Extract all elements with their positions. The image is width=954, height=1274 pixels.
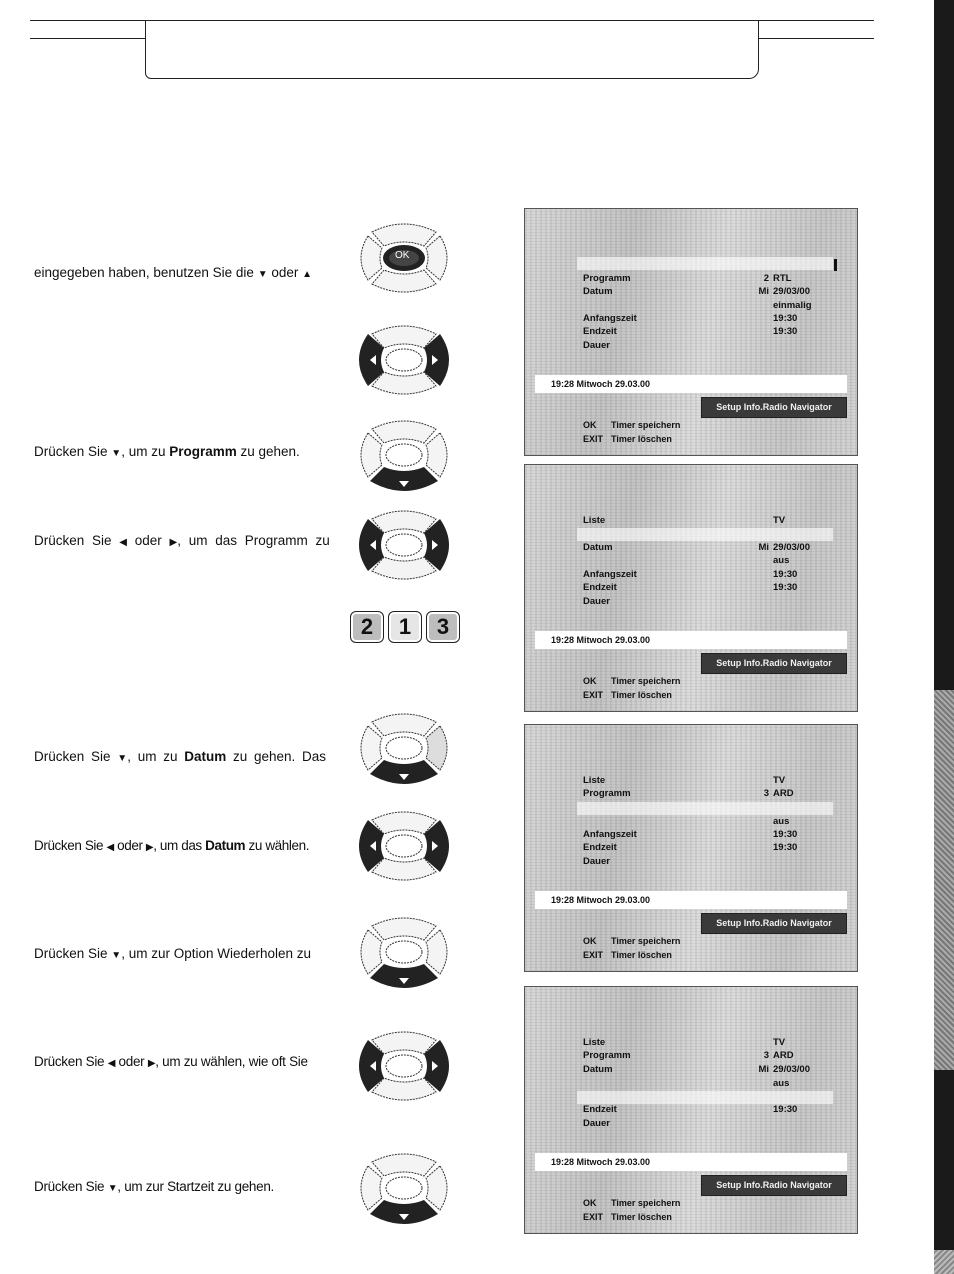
left-right-pad-icon bbox=[354, 806, 454, 886]
up-arrow-icon: ▲ bbox=[302, 269, 313, 280]
menu-row: Endzeit 19:30 bbox=[583, 842, 798, 853]
menu-row: Endzeit 19:30 bbox=[583, 326, 798, 337]
nav-bar: Setup Info.Radio Navigator bbox=[701, 397, 847, 418]
down-arrow-icon: ▼ bbox=[117, 753, 128, 764]
header-left-rule bbox=[30, 38, 146, 39]
menu-row: Anfangszeit 19:30 bbox=[583, 569, 798, 580]
down-arrow-icon: ▼ bbox=[107, 1183, 118, 1194]
instruction-1: eingegeben haben, benutzen Sie die ▼ oder ▲ bbox=[34, 265, 313, 280]
number-key: 3 bbox=[426, 611, 460, 643]
status-bar: 19:28 Mitwoch 29.03.00 bbox=[535, 891, 847, 909]
menu-row: aus bbox=[773, 1078, 790, 1089]
menu-row: Endzeit 19:30 bbox=[583, 582, 798, 593]
status-bar: 19:28 Mitwoch 29.03.00 bbox=[535, 631, 847, 649]
remote-down-pad bbox=[354, 415, 454, 495]
menu-row: Dauer bbox=[583, 856, 610, 867]
down-pad-icon bbox=[354, 708, 454, 788]
menu-row bbox=[583, 528, 833, 541]
down-pad-icon bbox=[354, 1148, 454, 1228]
header-box bbox=[145, 20, 759, 79]
menu-row bbox=[583, 1091, 833, 1104]
side-tab-texture-bottom bbox=[934, 1250, 954, 1274]
ok-key-label: OK bbox=[395, 250, 410, 261]
menu-row: Liste TV bbox=[583, 515, 786, 526]
number-key: 1 bbox=[388, 611, 422, 643]
exit-hint: EXIT Timer löschen bbox=[583, 690, 672, 700]
right-arrow-icon: ▶ bbox=[147, 1058, 156, 1069]
down-pad-icon bbox=[354, 415, 454, 495]
instruction-4: Drücken Sie ▼, um zu Datum zu gehen. Das bbox=[34, 749, 327, 764]
instruction-3: Drücken Sie ◀ oder ▶, um das Programm zu bbox=[34, 533, 330, 548]
left-arrow-icon: ◀ bbox=[107, 1058, 116, 1069]
menu-row: aus bbox=[773, 555, 790, 566]
menu-row: Dauer bbox=[583, 340, 610, 351]
tv-screen-4 bbox=[524, 986, 858, 1234]
header-right-rule bbox=[758, 38, 874, 39]
instruction-5: Drücken Sie ◀ oder ▶, um das Datum zu wählen. bbox=[34, 838, 310, 853]
tv-screen-1 bbox=[524, 208, 858, 456]
down-arrow-icon: ▼ bbox=[111, 448, 122, 459]
right-arrow-icon: ▶ bbox=[145, 842, 154, 853]
status-bar: 19:28 Mitwoch 29.03.00 bbox=[535, 375, 847, 393]
menu-row: Programm 3 ARD bbox=[583, 1050, 794, 1061]
ok-hint: OK Timer speichern bbox=[583, 676, 681, 686]
instruction-6: Drücken Sie ▼, um zur Option Wiederholen zu bbox=[34, 946, 312, 961]
left-arrow-icon: ◀ bbox=[119, 537, 127, 548]
menu-row: einmalig bbox=[773, 300, 812, 311]
instruction-2: Drücken Sie ▼, um zu Programm zu gehen. bbox=[34, 444, 300, 459]
instruction-8: Drücken Sie ▼, um zur Startzeit zu gehen. bbox=[34, 1179, 274, 1194]
down-pad-icon bbox=[354, 912, 454, 992]
ok-hint: OK Timer speichern bbox=[583, 936, 681, 946]
menu-row: Anfangszeit 19:30 bbox=[583, 313, 798, 324]
menu-row bbox=[583, 802, 833, 815]
remote-left-right-pad bbox=[354, 806, 454, 886]
number-key: 2 bbox=[350, 611, 384, 643]
ok-hint: OK Timer speichern bbox=[583, 1198, 681, 1208]
menu-row: Programm 2 RTL bbox=[583, 273, 792, 284]
exit-hint: EXIT Timer löschen bbox=[583, 950, 672, 960]
remote-left-right-pad bbox=[354, 320, 454, 400]
remote-left-right-pad bbox=[354, 1026, 454, 1106]
number-keys bbox=[350, 611, 460, 643]
ok-hint: OK Timer speichern bbox=[583, 420, 681, 430]
nav-bar: Setup Info.Radio Navigator bbox=[701, 1175, 847, 1196]
tv-screen-3 bbox=[524, 724, 858, 972]
status-bar: 19:28 Mitwoch 29.03.00 bbox=[535, 1153, 847, 1171]
exit-hint: EXIT Timer löschen bbox=[583, 1212, 672, 1222]
menu-row: Dauer bbox=[583, 1118, 610, 1129]
left-right-pad-icon bbox=[354, 1026, 454, 1106]
remote-left-right-pad bbox=[354, 505, 454, 585]
scroll-indicator bbox=[834, 259, 837, 271]
menu-row: Anfangszeit 19:30 bbox=[583, 829, 798, 840]
menu-row: Endzeit 19:30 bbox=[583, 1104, 798, 1115]
remote-ok-pad bbox=[354, 218, 454, 298]
remote-down-pad bbox=[354, 1148, 454, 1228]
nav-bar: Setup Info.Radio Navigator bbox=[701, 653, 847, 674]
menu-row: Datum Mi 29/03/00 bbox=[583, 542, 810, 553]
side-tab bbox=[934, 0, 954, 1274]
side-tab-texture bbox=[934, 690, 954, 1070]
remote-down-pad bbox=[354, 708, 454, 788]
left-right-pad-icon bbox=[354, 505, 454, 585]
menu-row: Liste TV bbox=[583, 1037, 786, 1048]
left-arrow-icon: ◀ bbox=[106, 842, 114, 853]
menu-row: Liste TV bbox=[583, 775, 786, 786]
menu-row: Dauer bbox=[583, 596, 610, 607]
exit-hint: EXIT Timer löschen bbox=[583, 434, 672, 444]
tv-screen-2 bbox=[524, 464, 858, 712]
left-right-pad-icon bbox=[354, 320, 454, 400]
remote-down-pad bbox=[354, 912, 454, 992]
menu-row: aus bbox=[773, 816, 790, 827]
menu-row: Programm 3 ARD bbox=[583, 788, 794, 799]
down-arrow-icon: ▼ bbox=[257, 269, 268, 280]
instruction-7: Drücken Sie ◀ oder ▶, um zu wählen, wie oft Sie bbox=[34, 1054, 308, 1069]
menu-row: Datum Mi 29/03/00 bbox=[583, 286, 810, 297]
menu-row: Datum Mi 29/03/00 bbox=[583, 1064, 810, 1075]
screen-highlight-row bbox=[577, 257, 833, 270]
nav-bar: Setup Info.Radio Navigator bbox=[701, 913, 847, 934]
right-arrow-icon: ▶ bbox=[169, 537, 178, 548]
down-arrow-icon: ▼ bbox=[111, 950, 122, 961]
